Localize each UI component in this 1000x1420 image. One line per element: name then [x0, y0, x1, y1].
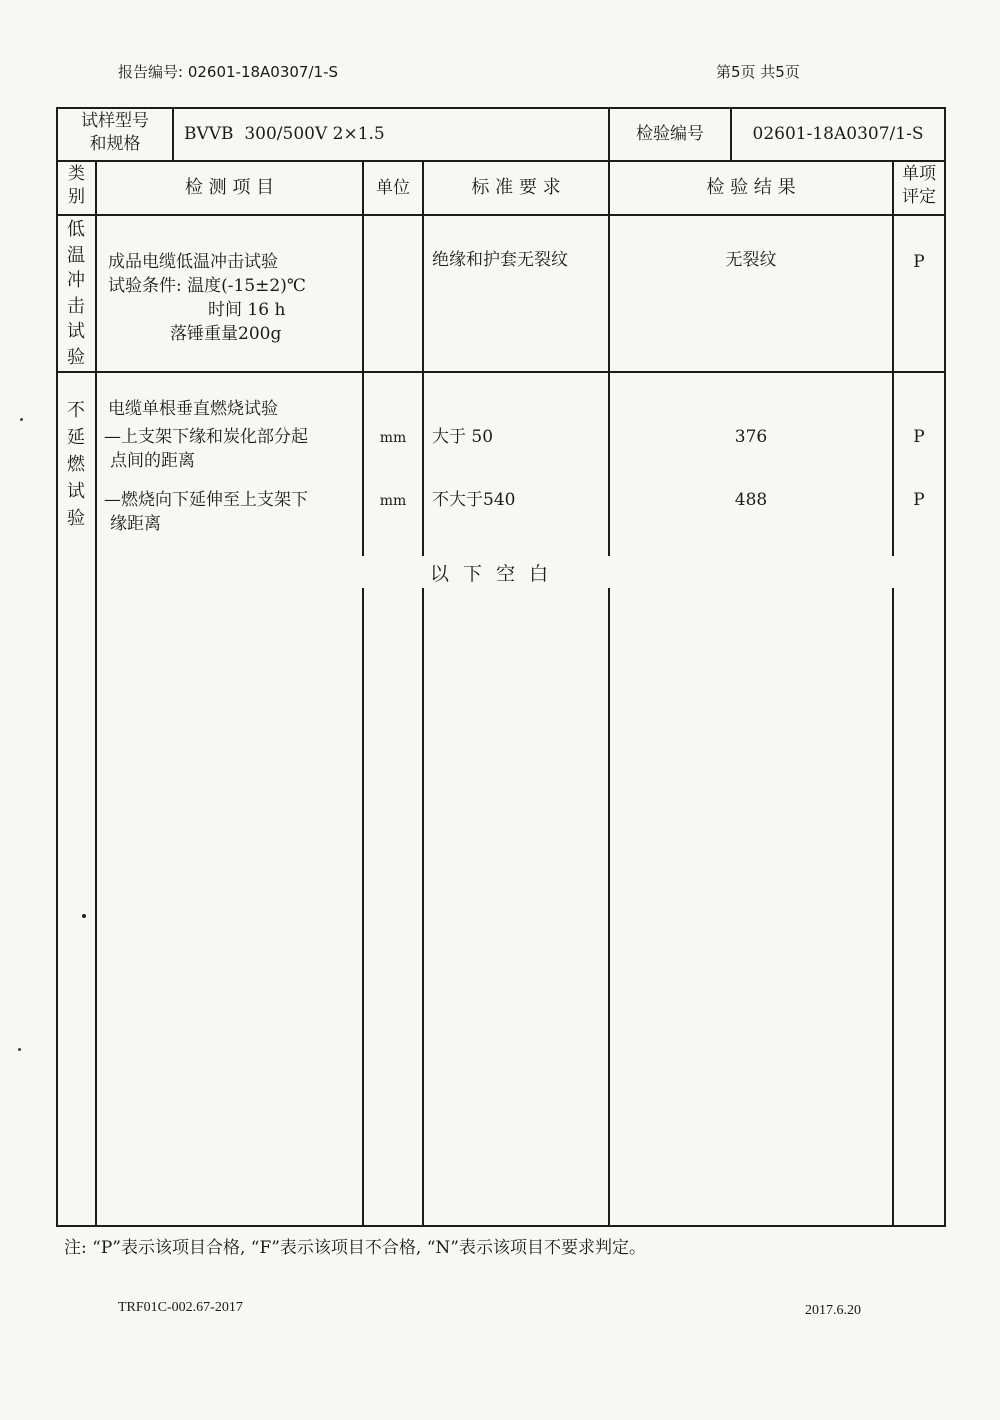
item-vertical-flame-row1 — [104, 425, 360, 473]
report-date: 2017.6.20 — [805, 1303, 861, 1318]
category-flame-retardant — [58, 397, 94, 532]
category-low-temp-impact — [58, 217, 94, 370]
blank-below-note: 以 下 空 白 — [430, 563, 553, 585]
scan-speck — [82, 914, 86, 918]
sample-label-line: 和规格 — [89, 134, 141, 154]
verdict-header-line: 单项 — [902, 164, 936, 184]
table-line — [422, 160, 424, 556]
category-char: 燃 — [67, 454, 85, 475]
unit-row1: mm — [379, 430, 407, 446]
category-header-line: 类 — [68, 164, 85, 184]
column-header-item: 检 测 项 目 — [184, 177, 275, 198]
page-info: 第5页 共5页 — [716, 63, 800, 81]
column-header-result: 检 验 结 果 — [706, 177, 796, 198]
category-char: 延 — [67, 427, 85, 448]
column-header-verdict — [894, 163, 944, 209]
item-line: 时间 16 h — [208, 300, 286, 320]
verdict-header-line: 评定 — [902, 187, 936, 207]
category-char: 验 — [67, 508, 85, 529]
category-char: 验 — [67, 346, 85, 368]
column-header-unit: 单位 — [376, 178, 410, 198]
inspection-number-label: 检验编号 — [636, 124, 704, 144]
item-vertical-flame-title: 电缆单根垂直燃烧试验 — [108, 399, 278, 419]
table-line — [608, 588, 610, 1226]
category-char: 试 — [67, 321, 85, 342]
table-line — [95, 160, 97, 1226]
category-header-line: 别 — [68, 187, 85, 207]
sample-model-label — [58, 110, 172, 156]
table-line — [944, 107, 946, 1227]
table-line — [892, 588, 894, 1226]
category-char: 低 — [67, 219, 85, 240]
verdict-row1: P — [913, 427, 925, 447]
item-vertical-flame-row2 — [104, 488, 360, 536]
inspection-number-value: 02601-18A0307/1-S — [752, 124, 924, 144]
standard-low-temp-impact: 绝缘和护套无裂纹 — [432, 250, 568, 270]
scan-speck — [18, 1048, 21, 1051]
standard-row1: 大于 50 — [432, 427, 494, 447]
report-number: 报告编号: 02601-18A0307/1-S — [118, 63, 339, 81]
table-line — [56, 371, 946, 373]
verdict-row2: P — [913, 490, 925, 510]
form-code: TRF01C-002.67-2017 — [118, 1300, 243, 1315]
sample-label-line: 试样型号 — [81, 111, 149, 131]
category-char: 温 — [67, 244, 85, 266]
table-line — [172, 107, 174, 161]
category-char: 冲 — [67, 270, 85, 291]
item-line: 缘距离 — [110, 514, 161, 534]
category-char: 击 — [67, 295, 85, 317]
result-row1: 376 — [734, 427, 768, 447]
standard-row2: 不大于540 — [432, 490, 516, 510]
item-line: 落锤重量200g — [170, 324, 282, 344]
table-line — [56, 214, 946, 216]
item-line: 成品电缆低温冲击试验 — [108, 252, 278, 272]
category-char: 不 — [67, 400, 85, 421]
sample-model-value: BVVB 300/500V 2×1.5 — [184, 124, 385, 144]
item-line: —上支架下缘和炭化部分起 — [104, 427, 308, 447]
scan-speck — [20, 418, 23, 421]
column-header-category — [58, 163, 95, 209]
item-low-temp-impact — [108, 250, 360, 346]
footnote: 注: “P”表示该项目合格, “F”表示该项目不合格, “N”表示该项目不要求判定。 — [64, 1238, 646, 1258]
item-line: 试验条件: 温度(-15±2)℃ — [108, 276, 306, 296]
unit-row2: mm — [379, 493, 407, 509]
category-char: 试 — [67, 481, 85, 502]
verdict-low-temp-impact: P — [913, 252, 925, 272]
table-line — [56, 1225, 946, 1227]
table-line — [422, 588, 424, 1226]
result-row2: 488 — [734, 490, 768, 510]
table-line — [362, 588, 364, 1226]
item-line: —燃烧向下延伸至上支架下 — [104, 490, 308, 510]
column-header-standard: 标 准 要 求 — [471, 177, 561, 198]
result-low-temp-impact: 无裂纹 — [725, 250, 777, 270]
table-line — [56, 107, 946, 109]
item-line: 点间的距离 — [110, 451, 195, 471]
table-line — [56, 160, 946, 162]
